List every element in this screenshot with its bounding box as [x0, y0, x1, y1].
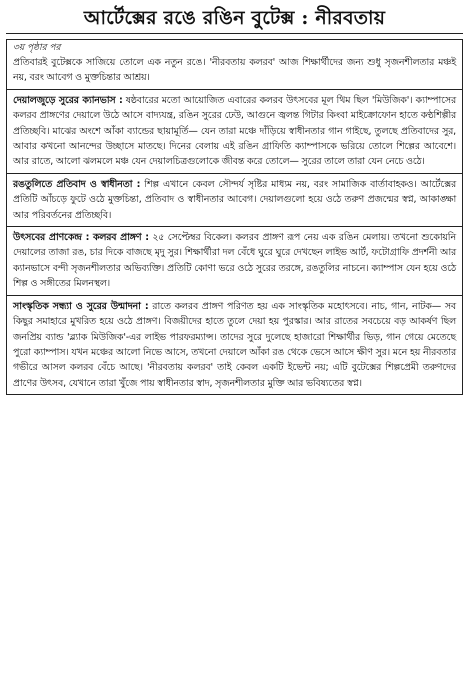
- section-heading: দেয়ালজুড়ে সুরের ক্যানভাস :: [13, 94, 123, 106]
- section-text: রাতে কলরব প্রাঙ্গণ পরিণত হয় এক সাংস্কৃতিক মহোৎসবে। নাচ, গান, নাটক— সব কিছুর সমাহারে মুখরিত হয়ে ওঠে প্রাঙ্গণ। বিজয়ীদের হাতে তুলে দেয়া হয় পুরস্কার। আর রাতের সবচেয়ে বড় আকর্ষণ ছিল জনপ্রিয় ব্যান্ড 'ব্ল্যাক মিউজিক'-এর লাইভ পারফরম্যান্স। তাদের সুরে দুলেছে হাজারো শিক্ষার্থীর ভিড়, গান গেয়ে মেতেছে পুরো ক্যাম্পাস। যখন মঞ্চের আলো নিভে আসে, তখনো দেয়ালে আঁকা রঙ থেকে ভেসে আসে ক্ষীণ সুর। মনে হয় নীরবতার গভীরে আসল কলরব বেঁচে আছে। 'নীরবতায় কলরব' তাই কেবল একটি ইভেন্ট নয়; এটি বুটেক্সের শিল্পপ্রেমী তরুণদের প্রাণের উৎসব, যেখানে তারা খুঁজে পায় স্বাধীনতার স্বাদ, সৃজনশীলতার মুক্তি আর ভবিষ্যতের স্বপ্ন।: [13, 300, 456, 389]
- intro-section: [6, 39, 463, 90]
- headline-divider: [6, 33, 463, 34]
- section-heading: সাংস্কৃতিক সন্ধ্যা ও সুরের উন্মাদনা :: [13, 300, 149, 312]
- section-heading: রঙতুলিতে প্রতিবাদ ও স্বাধীনতা :: [13, 178, 141, 190]
- section-text: শিল্প এখানে কেবল সৌন্দর্য সৃষ্টির মাধ্যম নয়, বরং সামাজিক বার্তাবাহকও। আর্টেক্সের প্রতিটি আঁচড়ে ফুটে ওঠে মুক্তচিন্তা, প্রতিবাদ ও স্বাধীনতার আবেগ। দেয়ালগুলো হয়ে ওঠে তরুণ প্রজন্মের স্বপ্ন, আকাঙ্ক্ষা আর পরিবর্তনের প্রতিচ্ছবি।: [13, 178, 456, 221]
- intro-paragraph: প্রতিবারই বুটেক্সকে সাজিয়ে তোলে এক নতুন রঙে। 'নীরবতায় কলরব' আজ শিক্ষার্থীদের জন্য শুধু সৃজনশীলতার মঞ্চই নয়, বরং আবেগ ও মুক্তচিন্তার আশ্রয়।: [13, 57, 456, 84]
- section-paragraph: [13, 230, 456, 292]
- continued-from-label: ৩য় পৃষ্ঠার পর: [13, 43, 61, 53]
- section-protest-freedom: [6, 174, 463, 227]
- section-heading: উৎসবের প্রাণকেন্দ্র : কলরব প্রাঙ্গণ :: [13, 232, 149, 244]
- section-paragraph: [13, 299, 456, 391]
- section-cultural-evening: [6, 296, 463, 395]
- section-wall-canvas: [6, 90, 463, 174]
- section-text: ষষ্ঠবারের মতো আয়োজিত এবারের কলরব উৎসবের মূল থিম ছিল 'মিউজিক'। ক্যাম্পাসের কলরব প্রাঙ্গণের দেয়ালে উঠে আসে বাদ্যযন্ত্র, রঙিন সুরের ঢেউ, আগুনে জ্বলন্ত গিটার কিংবা মাইক্রোফোন হাতে কণ্ঠশিল্পীর প্রতিচ্ছবি। মাঝের অংশে আঁকা ব্যান্ডের ছায়ামূর্তি— যেন তারা মঞ্চে দাঁড়িয়ে স্বাধীনতার গান গাইছে, তুলছে প্রতিবাদের সুর, আবার কখনো আনন্দের উচ্ছাসে মাতছে। দিনের বেলায় এই রঙিন গ্রাফিতি ক্যাম্পাসকে ভরিয়ে তোলে শিল্পের আবেশে। আর রাতে, আলো ঝলমলে মঞ্চ যেন দেয়ালচিত্রগুলোকে জীবন্ত করে তোলে— সুরের তালে তারা যেন নেচে ওঠে।: [13, 94, 456, 168]
- section-paragraph: [13, 93, 456, 170]
- section-text: ২৫ সেপ্টেম্বর বিকেল। কলরব প্রাঙ্গণ রূপ নেয় এক রঙিন মেলায়। তখনো শুকোয়নি দেয়ালের তাজা রঙ, চার দিকে বাজছে মৃদু সুর। শিক্ষার্থীরা দল বেঁধে ঘুরে ঘুরে দেখছেন লাইভ আর্ট, ফটোগ্রাফি প্রদর্শনী আর ক্যানভাসে বন্দী সৃজনশীলতার অভিব্যক্তি। প্রতিটি কোণা ভরে ওঠে সুরের তরঙ্গে, রঙতুলির নাচনে। ক্যাম্পাস যেন হয়ে ওঠে শিল্প ও সঙ্গীতের মিলনস্থল।: [13, 232, 456, 290]
- section-paragraph: [13, 177, 456, 223]
- section-festival-center: [6, 227, 463, 296]
- article-headline: আর্টেক্সের রঙে রঙিন বুটেক্স : নীরবতায়: [83, 7, 386, 29]
